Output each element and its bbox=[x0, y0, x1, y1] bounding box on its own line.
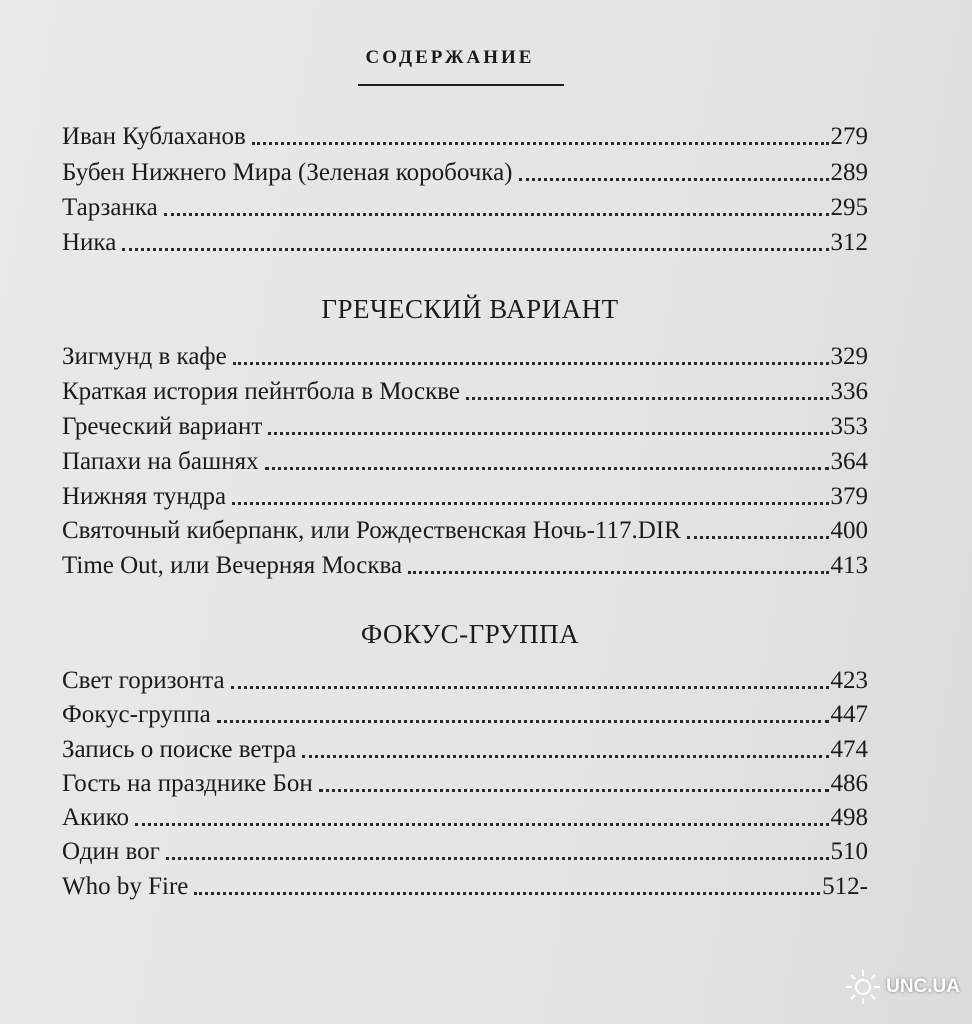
toc-entry bbox=[62, 226, 868, 260]
dot-leader bbox=[166, 856, 829, 860]
entry-title: Один вог bbox=[62, 838, 160, 865]
watermark-text: UNC.UA bbox=[886, 976, 960, 997]
toc-entry bbox=[62, 480, 868, 514]
entry-page: 353 bbox=[830, 413, 868, 440]
entry-title: Свет горизонта bbox=[62, 667, 225, 694]
entry-page: 423 bbox=[830, 667, 868, 694]
toc-entry bbox=[62, 767, 868, 801]
contents-header bbox=[0, 47, 900, 69]
toc-entry bbox=[62, 191, 868, 225]
dot-leader bbox=[319, 788, 829, 792]
toc-entry bbox=[62, 340, 868, 374]
section-title: ГРЕЧЕСКИЙ ВАРИАНТ bbox=[321, 294, 619, 324]
entry-page: 474 bbox=[830, 736, 868, 763]
entry-title: Запись о поиске ветра bbox=[62, 736, 297, 763]
dot-leader bbox=[408, 570, 828, 574]
entry-page: 279 bbox=[830, 123, 868, 150]
entry-page: 510 bbox=[830, 838, 868, 865]
toc-entry bbox=[62, 801, 868, 835]
entry-page: 512- bbox=[822, 873, 868, 900]
entry-title: Греческий вариант bbox=[62, 413, 263, 440]
dot-leader bbox=[164, 212, 829, 216]
toc-entry bbox=[62, 664, 868, 698]
dot-leader bbox=[302, 754, 828, 758]
dot-leader bbox=[519, 177, 829, 181]
entry-page: 364 bbox=[830, 448, 868, 475]
dot-leader bbox=[135, 822, 829, 826]
entry-page: 336 bbox=[830, 378, 868, 405]
entry-title: Зигмунд в кафе bbox=[62, 343, 227, 370]
entry-title: Who by Fire bbox=[62, 873, 189, 900]
dot-leader bbox=[268, 431, 828, 435]
entry-title: Гость на празднике Бон bbox=[62, 770, 313, 797]
entry-title: Ника bbox=[62, 229, 117, 256]
entry-title: Папахи на башнях bbox=[62, 448, 259, 475]
entry-title: Фокус-группа bbox=[62, 701, 211, 728]
entry-title: Краткая история пейнтбола в Москве bbox=[62, 378, 461, 405]
toc-entry bbox=[62, 549, 868, 583]
dot-leader bbox=[233, 361, 829, 365]
dot-leader bbox=[231, 685, 829, 689]
sun-icon bbox=[844, 968, 882, 1006]
toc-entry bbox=[62, 410, 868, 444]
entry-page: 295 bbox=[830, 194, 868, 221]
toc-entry bbox=[62, 870, 868, 904]
entry-page: 289 bbox=[830, 159, 868, 186]
entry-title: Бубен Нижнего Мира (Зеленая коробочка) bbox=[62, 159, 513, 186]
title-underline bbox=[358, 84, 564, 86]
toc-entry bbox=[62, 733, 868, 767]
entry-page: 329 bbox=[830, 343, 868, 370]
entry-page: 447 bbox=[830, 701, 868, 728]
dot-leader bbox=[265, 466, 829, 470]
dot-leader bbox=[687, 535, 829, 539]
toc-entry bbox=[62, 445, 868, 479]
entry-page: 413 bbox=[830, 552, 868, 579]
entry-page: 400 bbox=[830, 517, 868, 544]
toc-entry bbox=[62, 835, 868, 869]
dot-leader bbox=[194, 891, 820, 895]
dot-leader bbox=[252, 141, 829, 145]
dot-leader bbox=[466, 396, 828, 400]
entry-title: Иван Кублаханов bbox=[62, 123, 246, 150]
dot-leader bbox=[217, 719, 829, 723]
toc-entry bbox=[62, 375, 868, 409]
dot-leader bbox=[122, 247, 828, 251]
entry-page: 498 bbox=[830, 804, 868, 831]
entry-title: Time Out, или Вечерняя Москва bbox=[62, 552, 403, 579]
dot-leader bbox=[232, 501, 828, 505]
contents-title: СОДЕРЖАНИЕ bbox=[365, 47, 535, 68]
toc-entry bbox=[62, 514, 868, 548]
entry-title: Тарзанка bbox=[62, 194, 158, 221]
entry-title: Нижняя тундра bbox=[62, 483, 227, 510]
toc-entry bbox=[62, 698, 868, 732]
entry-page: 312 bbox=[830, 229, 868, 256]
entry-title: Акико bbox=[62, 804, 129, 831]
entry-page: 379 bbox=[830, 483, 868, 510]
toc-entry bbox=[62, 120, 868, 154]
entry-page: 486 bbox=[830, 770, 868, 797]
toc-entry bbox=[62, 156, 868, 190]
watermark bbox=[844, 968, 960, 1006]
section-title: ФОКУС-ГРУППА bbox=[360, 619, 580, 649]
entry-title: Святочный киберпанк, или Рождественская Ночь-117.DIR bbox=[62, 517, 681, 544]
